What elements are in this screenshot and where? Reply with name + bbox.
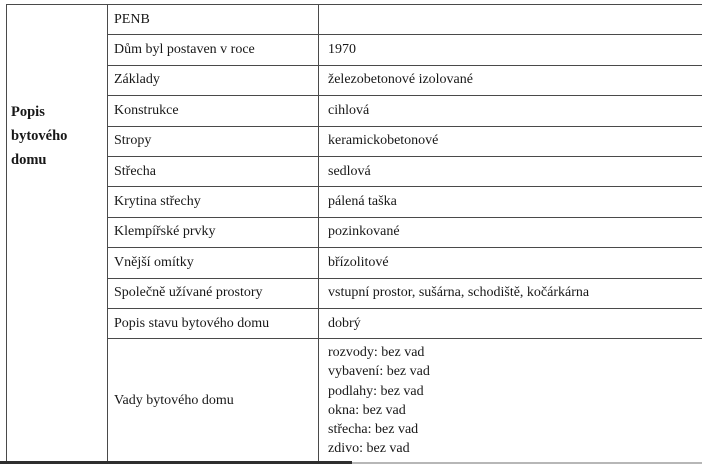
table-row — [7, 248, 702, 278]
table-row — [7, 217, 702, 247]
row-value: cihlová — [319, 96, 702, 126]
row-label: Stropy — [108, 126, 319, 156]
row-label: Popis stavu bytového domu — [108, 308, 319, 338]
row-value: keramickobetonové — [319, 126, 702, 156]
table-row — [7, 339, 702, 463]
row-label: Konstrukce — [108, 96, 319, 126]
row-label: PENB — [108, 5, 319, 35]
row-label: Krytina střechy — [108, 187, 319, 217]
row-value: železobetonové izolované — [319, 65, 702, 95]
table-row — [7, 278, 702, 308]
bottom-rule-light — [352, 462, 702, 464]
row-label: Vnější omítky — [108, 248, 319, 278]
defect-line: okna: bez vad — [328, 402, 406, 418]
row-label: Střecha — [108, 156, 319, 186]
row-value: břízolitové — [319, 248, 702, 278]
row-value: pálená taška — [319, 187, 702, 217]
table-row — [7, 126, 702, 156]
row-label: Základy — [108, 65, 319, 95]
row-value: pozinkované — [319, 217, 702, 247]
row-label: Společně užívané prostory — [108, 278, 319, 308]
defect-line: rozvody: bez vad — [328, 345, 425, 361]
row-label: Klempířské prvky — [108, 217, 319, 247]
row-value: dobrý — [319, 308, 702, 338]
building-description-table — [6, 4, 702, 463]
table-row — [7, 35, 702, 65]
table-row — [7, 96, 702, 126]
row-value — [319, 5, 702, 35]
row-value: vstupní prostor, sušárna, schodiště, kočárkárna — [319, 278, 702, 308]
row-label: Dům byl postaven v roce — [108, 35, 319, 65]
table-row — [7, 5, 702, 35]
table-row — [7, 187, 702, 217]
defect-line: vybavení: bez vad — [328, 364, 430, 380]
table-row — [7, 65, 702, 95]
row-value: sedlová — [319, 156, 702, 186]
table-row — [7, 156, 702, 186]
row-value: 1970 — [319, 35, 702, 65]
defect-line: zdivo: bez vad — [328, 441, 410, 457]
row-value — [319, 339, 702, 463]
table-row — [7, 308, 702, 338]
row-label: Vady bytového domu — [108, 339, 319, 463]
defect-line: střecha: bez vad — [328, 422, 419, 437]
section-title-cell: Popis bytového domu — [7, 5, 108, 463]
bottom-rule-dark — [0, 461, 352, 464]
defects-list — [328, 343, 702, 458]
defect-line: podlahy: bez vad — [328, 383, 424, 399]
